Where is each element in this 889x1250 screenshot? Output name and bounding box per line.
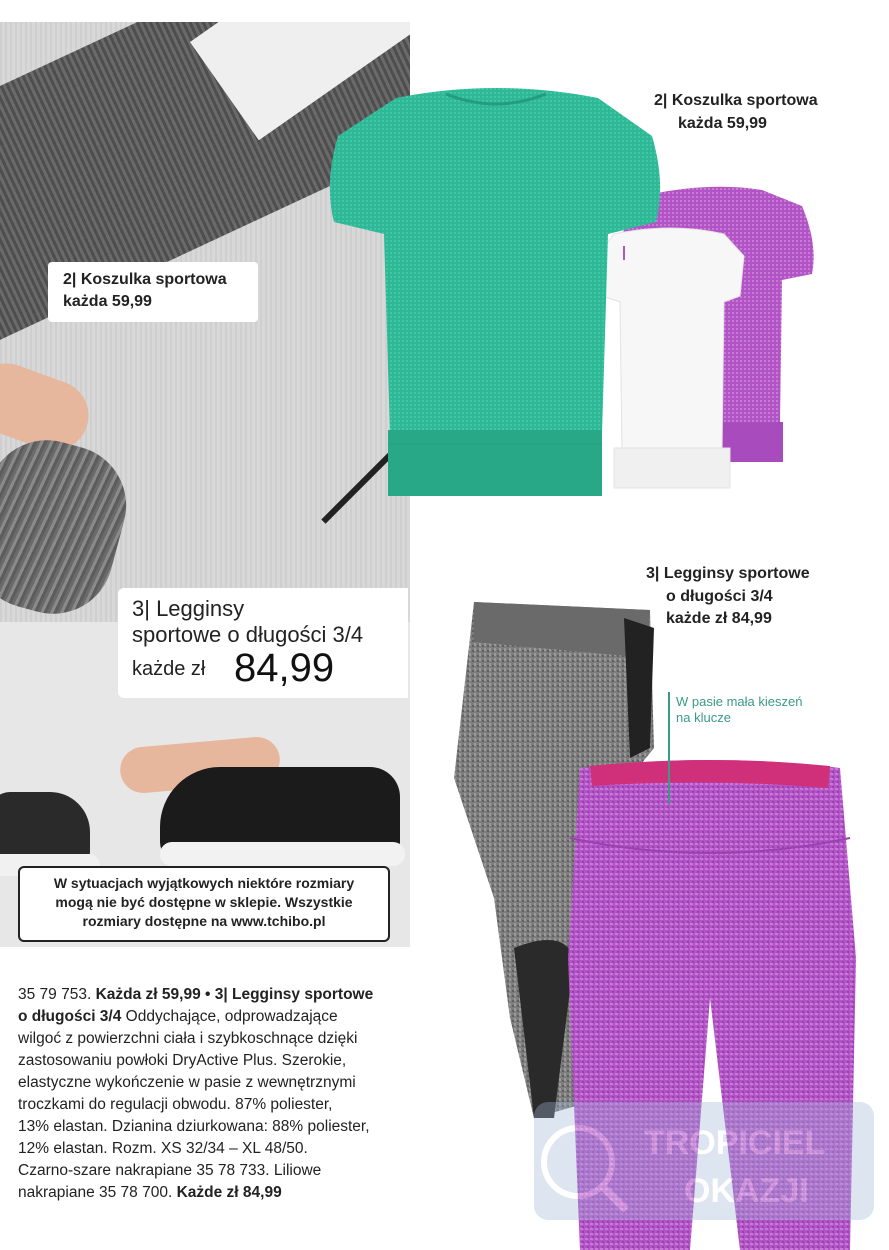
photo-label-shirt [48,262,258,322]
desc-text: 35 79 753. [18,986,96,1003]
photo-label-leggins-price: 84,99 [234,646,335,690]
desc-bold-text: Każda zł 59,99 • 3| Legginsy sportowe [95,986,374,1003]
photo-label-leggins [118,588,408,698]
pocket-note-line-1: W pasie mała kieszeń [676,694,803,709]
product-description [18,984,448,1204]
photo-label-shirt-title: 2| Koszulka sportowa [63,271,227,288]
photo-label-leggins-title: 3| Legginsy [132,596,245,621]
photo-label-leggins-price-prefix: każde zł [132,658,206,680]
watermark-logo [534,1102,874,1220]
desc-row: 12% elastan. Rozm. XS 32/34 – XL 48/50. [18,1140,308,1157]
teal-shirt-image [326,84,664,504]
watermark-line-2: OKAZJI [684,1172,809,1210]
right-label-shirt-price: każda 59,99 [678,115,767,132]
pocket-note-line [668,692,670,804]
desc-row [18,1182,448,1204]
desc-bold-text: o długości 3/4 [18,1008,122,1025]
desc-row: elastyczne wykończenie w pasie z wewnętrznymi [18,1074,356,1091]
desc-row: zastosowaniu powłoki DryActive Plus. Szerokie, [18,1052,347,1069]
desc-row: wilgoć z powierzchni ciała i szybkoschnące dzięki [18,1030,358,1047]
right-label-shirt-title: 2| Koszulka sportowa [654,92,818,109]
photo-label-shirt-price: każda 59,99 [63,293,152,310]
watermark-line-1: TROPICIEL [644,1124,826,1162]
notice-line-2: mogą nie być dostępne w sklepie. Wszystkie [55,894,353,910]
desc-bold-text: Każde zł 84,99 [176,1184,282,1201]
notice-line-3: rozmiary dostępne na www.tchibo.pl [82,913,326,929]
photo-shoe-right-sole [160,842,405,866]
desc-row [18,1006,448,1028]
notice-line-1: W sytuacjach wyjątkowych niektóre rozmiary [53,875,355,891]
desc-row [18,984,448,1006]
photo-label-leggins-subtitle: sportowe o długości 3/4 [132,622,364,647]
desc-row: troczkami do regulacji obwodu. 87% poliester, [18,1096,333,1113]
right-label-leggins-title: 3| Legginsy sportowe [646,565,810,582]
desc-text: nakrapiane 35 78 700. [18,1184,177,1201]
pocket-note-line-2: na klucze [676,710,731,725]
desc-row: Czarno-szare nakrapiane 35 78 733. Liliowe [18,1162,322,1179]
pocket-note [676,694,802,726]
right-label-leggins-price: każde zł 84,99 [666,610,772,627]
availability-notice [18,866,390,942]
desc-row: 13% elastan. Dzianina dziurkowana: 88% poliester, [18,1118,370,1135]
right-label-leggins-subtitle: o długości 3/4 [666,588,773,605]
desc-text: Oddychające, odprowadzające [121,1008,338,1025]
